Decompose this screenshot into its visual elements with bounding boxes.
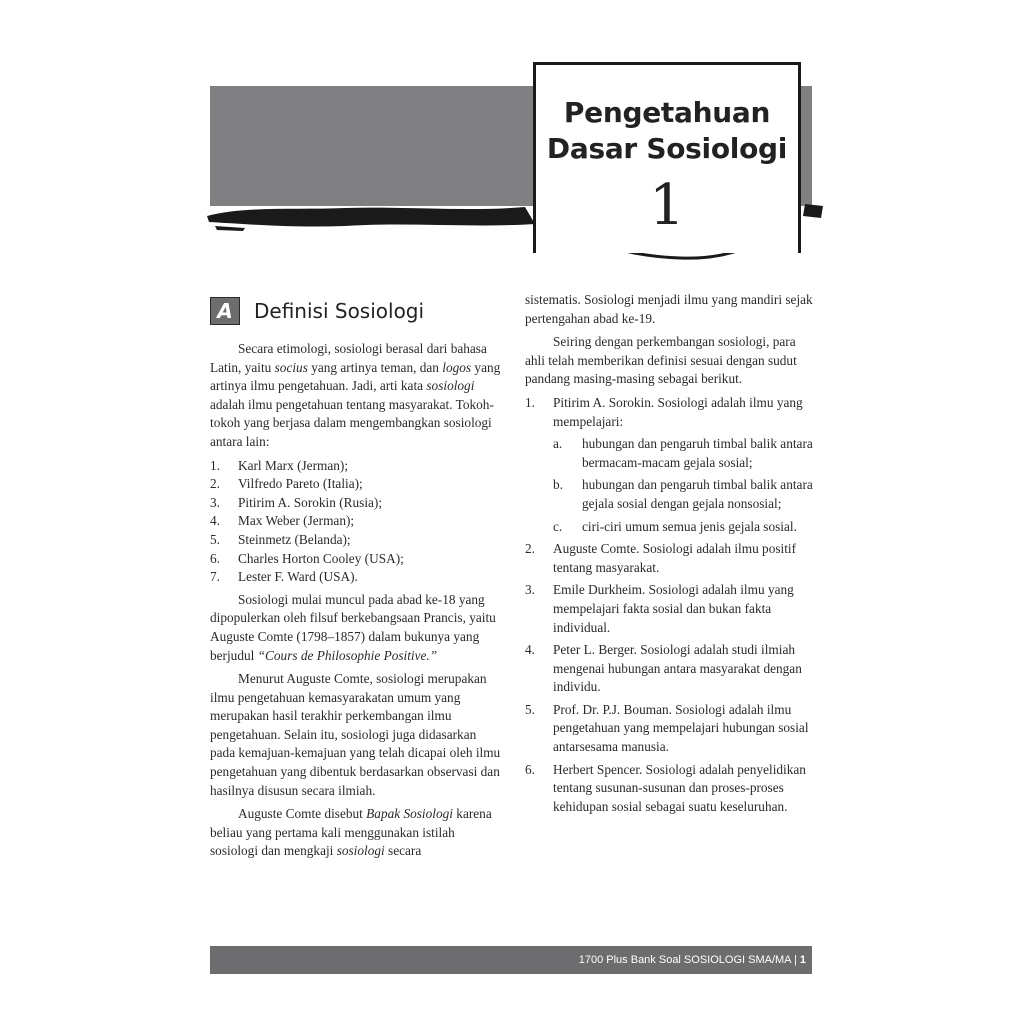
term-logos: logos (442, 359, 472, 375)
term-socius: socius (274, 359, 308, 375)
chapter-title-line2: Dasar Sosiologi (546, 132, 788, 165)
list-text: Herbert Spencer. Sosiologi adalah penyelidikan tentang susunan-susunan dan proses-proses kehidupan sosial sebagai suatu keseluruhan. (553, 761, 806, 814)
list-number: 2. (525, 541, 535, 557)
definition-item (525, 761, 815, 817)
list-text: Karl Marx (Jerman); (238, 457, 349, 473)
left-column (210, 340, 502, 866)
continued-paragraph: sistematis. Sosiologi menjadi ilmu yang mandiri sejak pertengahan abad ke-19. (525, 292, 813, 326)
list-number: 4. (210, 513, 220, 529)
text-run: yang artinya ilmu pengetahuan. Jadi, arti kata (210, 359, 501, 394)
sub-letter: b. (553, 477, 563, 493)
list-number: 6. (525, 761, 535, 777)
text-run: secara (384, 843, 422, 859)
book-title: “Cours de Philosophie Positive.” (257, 647, 438, 663)
definitions-list (525, 394, 815, 816)
page-number: 1 (799, 954, 806, 966)
paragraph-bapak-sosiologi (210, 805, 502, 861)
text-run: adalah ilmu pengetahuan tentang masyarakat. Tokoh-tokoh yang berjasa dalam mengembangkan sosiologi antara lain: (210, 396, 494, 449)
list-number: 5. (525, 701, 535, 717)
definition-item (525, 641, 815, 697)
definition-item (525, 581, 815, 637)
list-text: Vilfredo Pareto (Italia); (238, 476, 363, 492)
list-number: 4. (525, 642, 535, 658)
definition-item (525, 540, 815, 577)
page-footer (210, 946, 812, 974)
list-number: 7. (210, 569, 220, 585)
list-text: Steinmetz (Belanda); (238, 531, 351, 547)
text-run: yang artinya teman, dan (307, 359, 443, 375)
list-text: Charles Horton Cooley (USA); (238, 550, 404, 566)
intro-paragraph (210, 340, 502, 452)
sub-letter: a. (553, 436, 563, 452)
text-run: karena beliau yang pertama kali menggunakan istilah sosiologi dan mengkaji (210, 806, 492, 859)
list-text: Max Weber (Jerman); (238, 513, 355, 529)
list-item (210, 512, 502, 531)
sub-item (553, 518, 815, 537)
list-number: 3. (525, 582, 535, 598)
chapter-number: 1 (649, 173, 685, 238)
list-text: Pitirim A. Sorokin (Rusia); (238, 494, 383, 510)
list-text: Prof. Dr. P.J. Bouman. Sosiologi adalah ilmu pengetahuan yang mempelajari hubungan sosial antarsesama manusia. (553, 701, 809, 755)
definition-item (525, 394, 815, 536)
list-item (210, 568, 502, 587)
text-run: Sosiologi mulai muncul pada abad ke-18 yang dipopulerkan oleh filsuf berkebangsaan Prancis, yaitu Auguste Comte (1798–1857) dalam bukunya yang berjudul (210, 591, 496, 663)
list-item (210, 475, 502, 494)
sub-item (553, 476, 815, 513)
list-number: 5. (210, 531, 220, 547)
paragraph-comte-definition: Menurut Auguste Comte, sosiologi merupakan ilmu pengetahuan kemasyarakatan umum yang merupakan hasil terakhir perkembangan ilmu pengetahuan. Selain itu, sosiologi juga didasarkan pada kemajuan-kemajuan yang telah dicapai oleh ilmu pengetahuan yang dibentuk berdasarkan observasi dan hasilnya disusun secara ilmiah. (210, 671, 501, 798)
list-item (210, 550, 502, 569)
term-sosiologi: sosiologi (336, 843, 385, 859)
list-number: 3. (210, 494, 220, 510)
list-item (210, 531, 502, 550)
paragraph-comte-history (210, 591, 502, 665)
sub-text: hubungan dan pengaruh timbal balik antara gejala sosial dengan gejala nonsosial; (582, 477, 813, 511)
sub-item (553, 435, 815, 472)
footer-book-title: 1700 Plus Bank Soal SOSIOLOGI SMA/MA | (578, 954, 800, 966)
list-text: Auguste Comte. Sosiologi adalah ilmu positif tentang masyarakat. (553, 541, 797, 575)
section-title: Definisi Sosiologi (254, 299, 425, 323)
sorokin-sublist (553, 435, 815, 536)
list-text: Peter L. Berger. Sosiologi adalah studi ilmiah mengenai hubungan antara masyarakat dengan individu. (553, 642, 802, 695)
right-column (525, 291, 815, 820)
list-text: Pitirim A. Sorokin. Sosiologi adalah ilmu yang mempelajari: (553, 394, 803, 429)
definitions-intro: Seiring dengan perkembangan sosiologi, para ahli telah memberikan definisi sesuai dengan sudut pandang masing-masing sebagai berikut. (525, 334, 797, 387)
list-text: Lester F. Ward (USA). (238, 569, 358, 585)
definition-item (525, 701, 815, 757)
list-number: 1. (525, 394, 535, 410)
list-number: 1. (210, 457, 220, 473)
section-letter-badge: A (210, 297, 240, 325)
sub-text: ciri-ciri umum semua jenis gejala sosial. (582, 518, 797, 534)
section-heading (210, 296, 424, 326)
sub-text: hubungan dan pengaruh timbal balik antara bermacam-macam gejala sosial; (582, 436, 813, 470)
tokoh-list (210, 457, 502, 587)
list-item (210, 494, 502, 513)
term-bapak-sosiologi: Bapak Sosiologi (366, 806, 453, 822)
term-sosiologi: sosiologi (426, 378, 475, 394)
chapter-title-line1: Pengetahuan (563, 96, 771, 129)
chapter-title (536, 95, 798, 167)
text-run: Auguste Comte disebut (238, 806, 367, 822)
text-run: Secara etimologi, sosiologi berasal dari bahasa Latin, yaitu (210, 341, 487, 375)
list-number: 6. (210, 550, 220, 566)
list-number: 2. (210, 476, 220, 492)
list-item (210, 457, 502, 476)
list-text: Emile Durkheim. Sosiologi adalah ilmu yang mempelajari fakta sosial dan bukan fakta individual. (553, 582, 794, 635)
sub-letter: c. (553, 518, 563, 534)
